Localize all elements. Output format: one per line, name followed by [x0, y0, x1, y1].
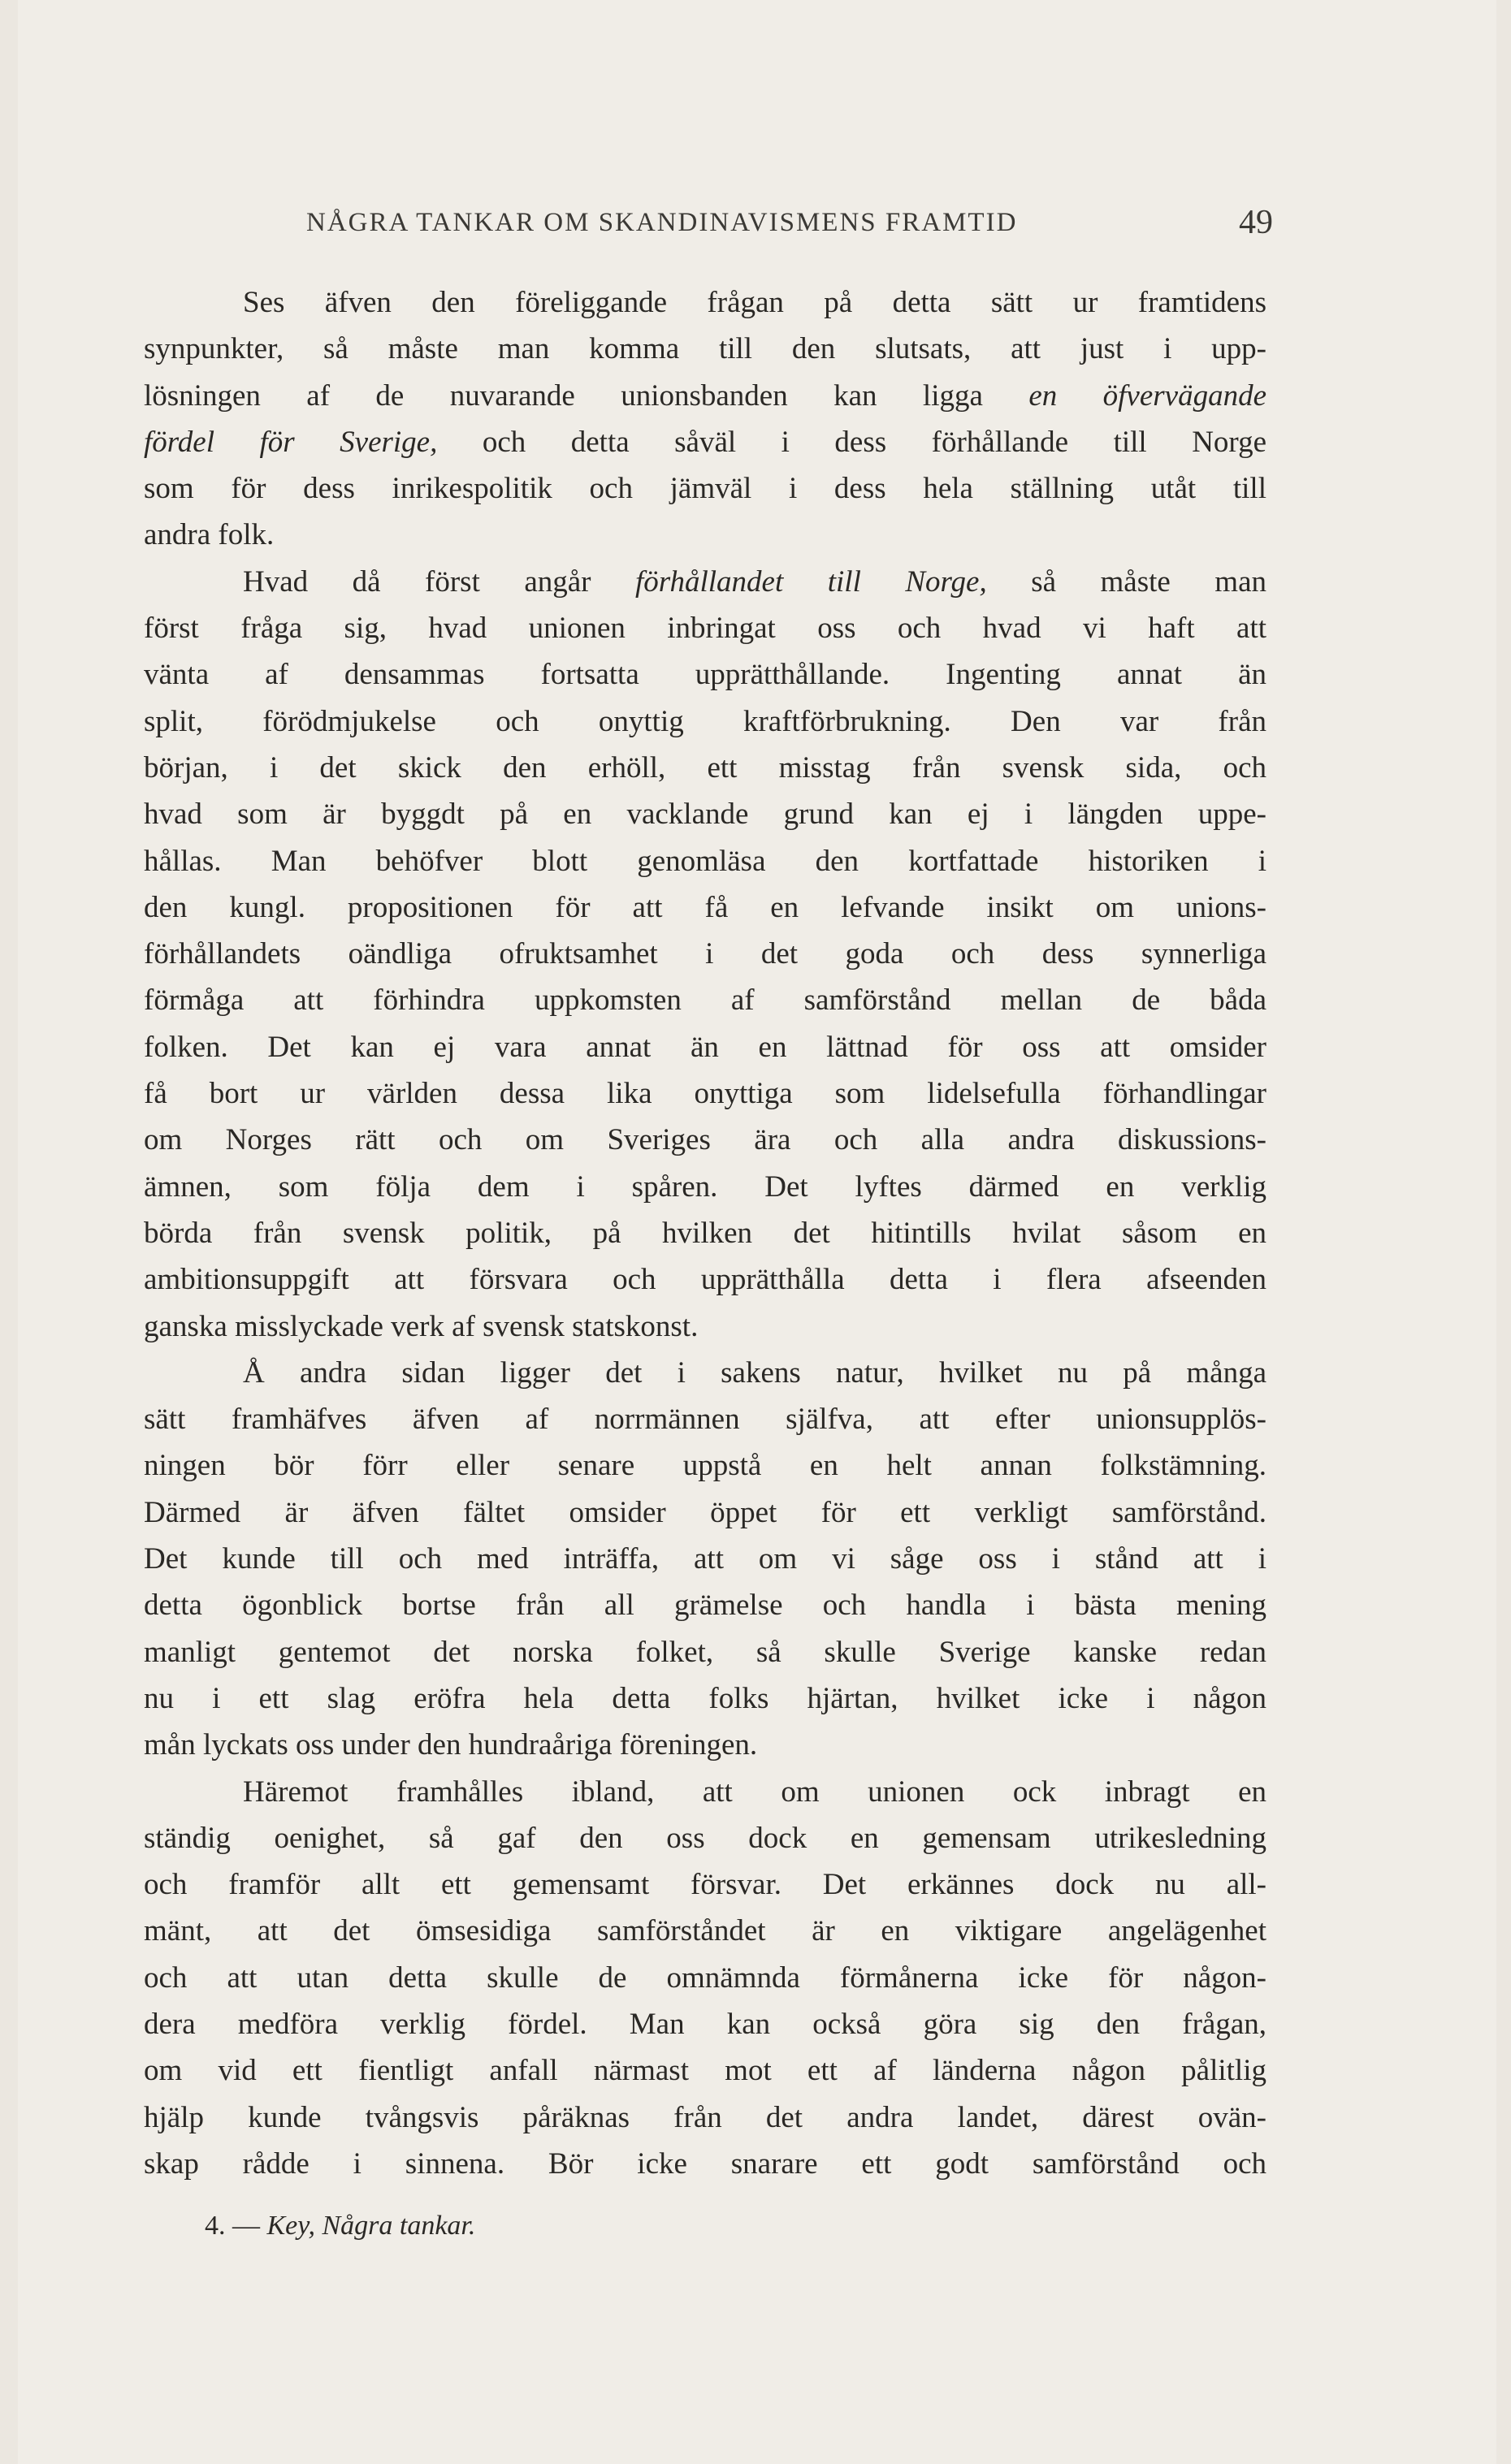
text-segment: få bort ur världen dessa lika onyttiga som lidelsefulla förhandlingar — [144, 1077, 1266, 1111]
footnote-title: Key, Några tankar. — [266, 2211, 476, 2241]
text-segment: så måste man — [986, 564, 1266, 599]
text-segment: förmåga att förhindra uppkomsten af samförstånd mellan de båda — [144, 983, 1266, 1018]
running-head: NÅGRA TANKAR OM SKANDINAVISMENS FRAMTID — [306, 208, 1018, 237]
text-line — [144, 1536, 1266, 1582]
text-segment: om Norges rätt och om Sveriges ära och alla andra diskussions- — [144, 1123, 1266, 1157]
text-line — [144, 2001, 1266, 2047]
text-segment: den kungl. propositionen för att få en lefvande insikt om unions- — [144, 890, 1266, 924]
text-segment: lösningen af de nuvarande unionsbanden kan ligga — [144, 378, 1029, 413]
text-line — [144, 465, 1266, 512]
text-segment: ganska misslyckade verk af svensk statskonst. — [144, 1309, 699, 1343]
text-segment: hvad som är byggdt på en vacklande grund kan ej i längden uppe- — [144, 798, 1266, 832]
text-segment: ambitionsuppgift att försvara och upprätthålla detta i flera afseenden — [144, 1263, 1266, 1297]
text-segment: hjälp kunde tvångsvis påräknas från det andra landet, därest ovän- — [144, 2100, 1266, 2134]
text-line — [144, 745, 1266, 791]
text-line — [144, 1303, 1266, 1350]
text-line — [144, 1210, 1266, 1256]
text-line — [144, 1024, 1266, 1070]
text-segment: Ses äfven den föreliggande frågan på detta sätt ur framtidens — [243, 286, 1266, 319]
text-line — [144, 279, 1266, 326]
text-line — [144, 1256, 1266, 1303]
text-line — [144, 838, 1266, 884]
text-line — [144, 2047, 1266, 2094]
text-line — [144, 373, 1266, 419]
text-line — [144, 1070, 1266, 1117]
text-segment: Häremot framhålles ibland, att om unionen ock inbragt en — [243, 1775, 1266, 1809]
text-segment: manligt gentemot det norska folket, så skulle Sverige kanske redan — [144, 1635, 1266, 1669]
text-segment: som för dess inrikespolitik och jämväl i dess hela ställning utåt till — [144, 472, 1266, 506]
text-line — [144, 605, 1266, 651]
text-segment: och detta såväl i dess förhållande till Norge — [437, 425, 1266, 459]
text-line — [144, 1675, 1266, 1722]
text-segment: ämnen, som följa dem i spåren. Det lyftes därmed en verklig — [144, 1169, 1266, 1204]
text-line — [144, 651, 1266, 698]
text-segment: synpunkter, så måste man komma till den slutsats, att just i upp- — [144, 332, 1266, 366]
text-segment: Det kunde till och med inträffa, att om vi såge oss i stånd att i — [144, 1542, 1266, 1576]
text-segment: om vid ett fientligt anfall närmast mot ett af länderna någon pålitlig — [144, 2054, 1266, 2088]
text-segment: och att utan detta skulle de omnämnda förmånerna icke för någon- — [144, 1960, 1266, 1995]
text-segment: detta ögonblick bortse från all grämelse och handla i bästa mening — [144, 1589, 1266, 1623]
text-segment: Därmed är äfven fältet omsider öppet för ett verkligt samförstånd. — [144, 1495, 1266, 1529]
text-line — [144, 1396, 1266, 1442]
page-number: 49 — [1239, 204, 1273, 241]
text-line — [144, 1489, 1266, 1536]
text-segment: split, förödmjukelse och onyttig kraftförbrukning. Den var från — [144, 704, 1266, 738]
text-segment: hållas. Man behöfver blott genomläsa den kortfattade historiken i — [144, 844, 1266, 878]
text-segment: skap rådde i sinnena. Bör icke snarare ett godt samförstånd och — [144, 2146, 1266, 2181]
text-segment: Å andra sidan ligger det i sakens natur, hvilket nu på många — [243, 1355, 1266, 1390]
text-line — [144, 1350, 1266, 1396]
text-segment: dera medföra verklig fördel. Man kan också göra sig den frågan, — [144, 2007, 1266, 2041]
text-line — [144, 791, 1266, 837]
text-segment: sätt framhäfves äfven af norrmännen själfva, att efter unionsupplös- — [144, 1403, 1266, 1437]
body-text — [144, 279, 1266, 2187]
text-segment: Hvad då först angår — [243, 564, 635, 599]
text-segment: vänta af densammas fortsatta upprätthållande. Ingenting annat än — [144, 658, 1266, 692]
text-line — [144, 1908, 1266, 1954]
text-line — [144, 1164, 1266, 1210]
text-line — [144, 931, 1266, 977]
text-segment: ningen bör förr eller senare uppstå en helt annan folkstämning. — [144, 1449, 1266, 1483]
text-line — [144, 1582, 1266, 1628]
text-segment: folken. Det kan ej vara annat än en lättnad för oss att omsider — [144, 1030, 1266, 1064]
text-segment: först fråga sig, hvad unionen inbringat oss och hvad vi haft att — [144, 612, 1266, 646]
text-segment: mån lyckats oss under den hundraåriga föreningen. — [144, 1728, 758, 1762]
text-segment: nu i ett slag eröfra hela detta folks hjärtan, hvilket icke i någon — [144, 1681, 1266, 1715]
text-line — [144, 1629, 1266, 1675]
italic-segment: förhållandet till Norge, — [634, 564, 987, 599]
text-segment: andra folk. — [144, 518, 275, 552]
text-line — [144, 884, 1266, 931]
text-line — [144, 1769, 1266, 1815]
text-line — [144, 1722, 1266, 1768]
text-line — [144, 1955, 1266, 2001]
text-segment: börda från svensk politik, på hvilken det hitintills hvilat såsom en — [144, 1216, 1266, 1250]
text-segment: början, i det skick den erhöll, ett misstag från svensk sida, och — [144, 750, 1266, 785]
italic-segment: en öfvervägande — [1028, 378, 1266, 413]
text-segment: och framför allt ett gemensamt försvar. Det erkännes dock nu all- — [144, 1868, 1266, 1902]
text-line — [144, 512, 1266, 558]
text-line — [144, 1861, 1266, 1908]
text-line — [144, 2141, 1266, 2187]
text-line — [144, 2094, 1266, 2141]
italic-segment: fördel för Sverige, — [144, 425, 438, 459]
page-header — [306, 203, 1273, 252]
text-segment: mänt, att det ömsesidiga samförståndet är en viktigare angelägenhet — [144, 1914, 1266, 1948]
signature-footnote — [205, 2211, 475, 2241]
footnote-prefix: 4. — — [205, 2211, 267, 2241]
text-line — [144, 1117, 1266, 1163]
text-line — [144, 1815, 1266, 1861]
text-line — [144, 977, 1266, 1023]
text-line — [144, 559, 1266, 605]
text-line — [144, 419, 1266, 465]
text-line — [144, 1442, 1266, 1489]
text-line — [144, 326, 1266, 372]
text-segment: ständig oenighet, så gaf den oss dock en gemensam utrikesledning — [144, 1821, 1266, 1855]
text-segment: förhållandets oändliga ofruktsamhet i det goda och dess synnerliga — [144, 937, 1266, 971]
text-line — [144, 698, 1266, 745]
book-page — [18, 0, 1496, 2464]
